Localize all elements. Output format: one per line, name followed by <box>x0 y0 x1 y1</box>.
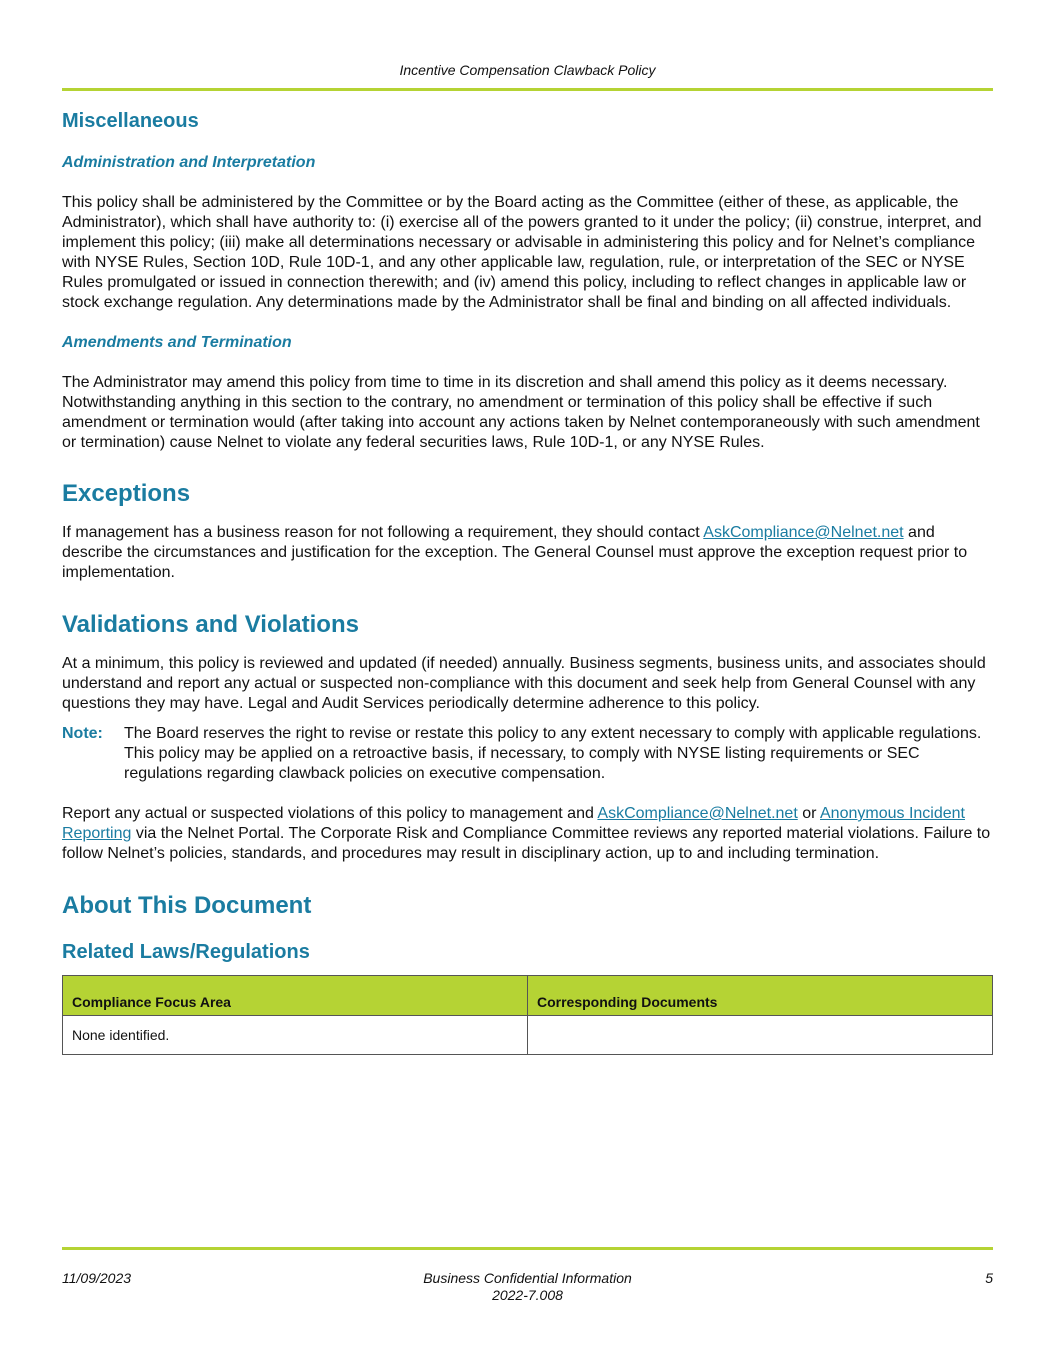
amendments-paragraph: The Administrator may amend this policy from time to time in its discretion and shall amend this policy as it deems necessary. Notwithstanding anything in this section to the contrary, no amendment or termination of this policy shall be effective if such amendment or termination would (after taking into account any actions taken by Nelnet contemporaneously with such amendment or termination) cause Nelnet to violate any federal securities laws, Rule 10D-1, or any NYSE Rules. <box>62 374 980 451</box>
footer-center <box>62 1270 993 1304</box>
validations-heading: Validations and Violations <box>62 611 359 638</box>
footer-doc-number: 2022-7.008 <box>492 1287 563 1303</box>
exceptions-heading: Exceptions <box>62 480 191 507</box>
page-content <box>62 108 993 1055</box>
note-block <box>62 724 993 784</box>
ask-compliance-link[interactable]: AskCompliance@Nelnet.net <box>703 524 904 541</box>
exceptions-text: If management has a business reason for not following a requirement, they should contact <box>62 524 704 541</box>
validations-paragraph: At a minimum, this policy is reviewed and updated (if needed) annually. Business segments, business units, and associates should understand and report any actual or suspected non-compliance with this document and seek help from General Counsel with any questions they may have. Legal and Audit Services periodically determine adherence to this policy. <box>62 655 986 712</box>
note-text: The Board reserves the right to revise or restate this policy to any extent necessary to comply with applicable regulations. This policy may be applied on a retroactive basis, if necessary, to comply with NYSE listing requirements or SEC regulations regarding clawback policies on executive compensation. <box>124 725 982 782</box>
footer-page-number: 5 <box>985 1270 993 1286</box>
table-cell-focus-area: None identified. <box>63 1016 528 1055</box>
note-label: Note: <box>62 725 103 742</box>
footer-date: 11/09/2023 <box>62 1270 132 1286</box>
table-row <box>63 1016 993 1055</box>
related-laws-table <box>62 975 993 1055</box>
column-header-corresponding-documents: Corresponding Documents <box>528 976 993 1016</box>
exceptions-paragraph <box>62 523 993 583</box>
exceptions-text-after: and describe the circumstances and justification for the exception. The General Counsel must approve the exception request prior to implementation. <box>62 524 968 581</box>
table-header-row <box>63 976 993 1016</box>
miscellaneous-heading: Miscellaneous <box>62 110 199 132</box>
column-header-focus-area: Compliance Focus Area <box>63 976 528 1016</box>
report-paragraph <box>62 804 993 864</box>
table-cell-corresponding-documents <box>528 1016 993 1055</box>
administration-heading: Administration and Interpretation <box>62 154 316 171</box>
related-laws-heading: Related Laws/Regulations <box>62 941 310 963</box>
running-header: Incentive Compensation Clawback Policy <box>399 62 656 78</box>
header-rule <box>62 88 993 91</box>
footer-classification: Business Confidential Information <box>423 1270 632 1286</box>
report-text: Report any actual or suspected violations of this policy to management and <box>62 805 598 822</box>
about-heading: About This Document <box>62 892 312 919</box>
report-text-after: via the Nelnet Portal. The Corporate Risk and Compliance Committee reviews any reported material violations. Failure to follow Nelnet’s policies, standards, and procedures may result in disciplinary action, up to and including termination. <box>62 825 991 862</box>
amendments-heading: Amendments and Termination <box>62 334 292 351</box>
anonymous-incident-reporting-link[interactable]: Anonymous Incident Reporting <box>62 805 965 842</box>
administration-paragraph: This policy shall be administered by the Committee or by the Board acting as the Committee (either of these, as applicable, the Administrator), which shall have authority to: (i) exercise all of the powers granted to it under the policy; (ii) construe, interpret, and implement this policy; (iii) make all determinations necessary or advisable in administering this policy and for Nelnet’s compliance with NYSE Rules, Section 10D, Rule 10D-1, and any other applicable law, regulation, rule, or interpretation of the SEC or NYSE Rules promulgated or issued in connection therewith; and (iv) amend this policy, including to reflect changes in applicable law or stock exchange regulation. Any determinations made by the Administrator shall be final and binding on all affected individuals. <box>62 194 982 311</box>
report-or-text: or <box>797 805 820 822</box>
footer-rule <box>62 1247 993 1250</box>
report-ask-compliance-link[interactable]: AskCompliance@Nelnet.net <box>597 805 798 822</box>
